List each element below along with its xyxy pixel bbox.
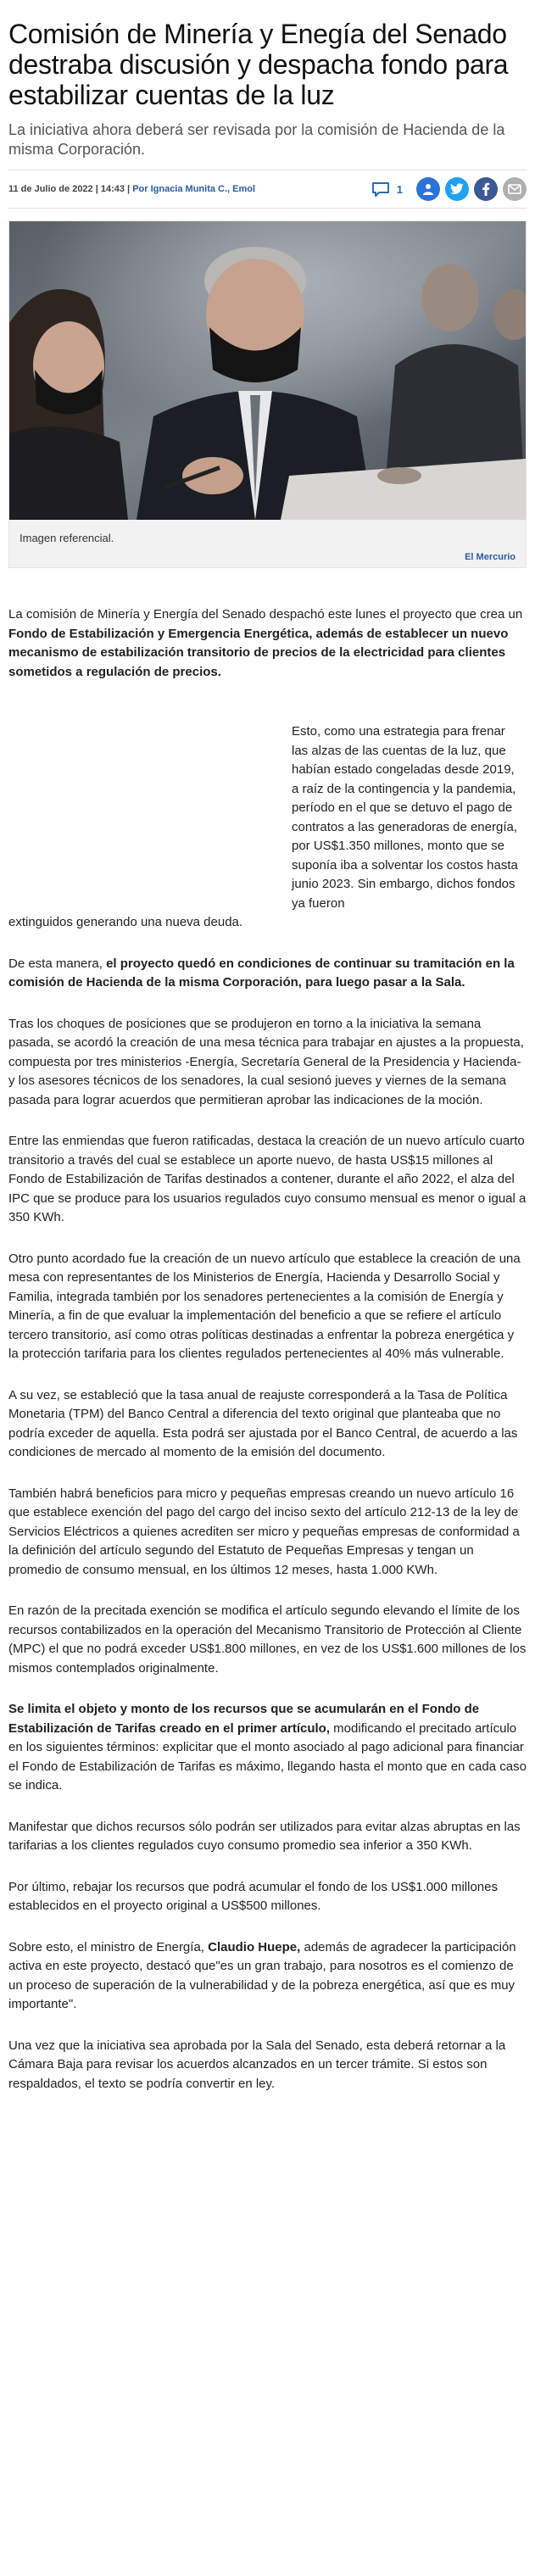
paragraph-bold-text: Se limita el objeto y monto de los recursos que se acumularán en el Fondo de Estabilización de Tarifas creado en el primer artículo, — [8, 1702, 480, 1736]
paragraph-1 — [8, 605, 527, 682]
byline — [8, 184, 255, 194]
paragraph-12: Por último, rebajar los recursos que podrá acumular el fondo de los US$1.000 millones establecidos en el proyecto original a US$500 millones. — [8, 1879, 498, 1913]
paragraph-bold-text: Fondo de Estabilización y Emergencia Energética, además de establecer un nuevo mecanismo de estabilización transitorio de precios de la electricidad para clientes sometidos a regulación de precios. — [8, 626, 509, 679]
paragraph-4: Tras los choques de posiciones que se produjeron en torno a la iniciativa la semana pasada, se acordó la creación de una mesa técnica para trabajar en ajustes a la propuesta, compuesta por tres ministerios -Energía, Secretaría General de la Presidencia y Hacienda- y los asesores técnicos de los senadores, la cual sesionó jueves y viernes de la semana pasada para lograr acuerdos que permitieran aprobar las indicaciones de la moción. — [8, 1016, 524, 1107]
paragraph-text: De esta manera, — [8, 956, 107, 971]
minister-name: Claudio Huepe, — [208, 1939, 301, 1954]
comment-icon[interactable] — [371, 181, 390, 197]
article-photo — [9, 221, 526, 520]
figure-credit: El Mercurio — [465, 552, 515, 562]
paragraph-10 — [8, 1700, 527, 1796]
paragraph-text: además de agradecer la participación activa en este proyecto, destacó que"es un gran trabajo, para nosotros es el comienzo de un proceso de superación de la vulnerabilidad y de la pobreza energética, así que es muy importante". — [8, 1939, 516, 2011]
paragraph-2-inset: Esto, como una estrategia para frenar las alzas de las cuentas de la luz, que habían estado congeladas desde 2019, a raíz de la contingencia y la pandemia, período en el que se detuvo el pago de contratos a las generadoras de energía, por US$1.350 millones, monto que se suponía iba a solventar los costos hasta junio 2023. Sin embargo, dichos fondos ya fueron — [292, 724, 518, 911]
person-icon[interactable] — [416, 177, 440, 201]
paragraph-6: Otro punto acordado fue la creación de un nuevo artículo que establece la creación de una mesa con representantes de los Ministerios de Energía, Hacienda y Desarrollo Social y Familia, integrada también por los senadores pertenecientes a la comisión de Energía y Minería, a fin de que evaluar la implementación del beneficio a que se refiere el artículo tercero transitorio, así como otras políticas destinadas a enfrentar la pobreza energética y la protección tarifaria para los clientes regulados pertenecientes al 40% más vulnerable. — [8, 1251, 521, 1361]
paragraph-5: Entre las enmiendas que fueron ratificadas, destaca la creación de un nuevo artículo cuarto transitorio a través del cual se establece un aporte nuevo, de hasta US$15 millones al Fondo de Estabilización de Tarifas destinados a contener, durante el año 2022, el alza del IPC que se produce para los usuarios regulados cuyo consumo mensual es menor o igual a 350 KWh. — [8, 1134, 527, 1224]
figure-caption-row — [9, 520, 526, 567]
article-page — [8, 0, 527, 2094]
paragraph-7: A su vez, se estableció que la tasa anual de reajuste corresponderá a la Tasa de Política Monetaria (TPM) del Banco Central a diferencia del texto original que planteaba que no podría exceder de aquella. Esta podrá ser ajustada por el Banco Central, de acuerdo a las condiciones de mercado al momento de la emisión del documento. — [8, 1387, 518, 1459]
facebook-icon[interactable] — [474, 177, 498, 201]
paragraph-bold-text: el proyecto quedó en condiciones de continuar su tramitación en la comisión de Hacienda de la misma Corporación, para luego pasar a la Sala. — [8, 956, 515, 990]
paragraph-14: Una vez que la iniciativa sea aprobada por la Sala del Senado, esta deberá retornar a la Cámara Baja para revisar los acuerdos alcanzados en un tercer trámite. Si estos son respaldados, el texto se podría convertir en ley. — [8, 2038, 506, 2091]
comment-count[interactable]: 1 — [396, 182, 403, 196]
paragraph-2-tail: extinguidos generando una nueva deuda. — [8, 915, 243, 929]
paragraph-text: modificando el precitado artículo en los siguientes términos: explicitar que el monto asociado al pago adicional para financiar el Fondo de Estabilización de Tarifas es máximo, llegando hasta el monto que en cada caso se indica. — [8, 1720, 527, 1793]
article-meta-bar — [8, 170, 527, 209]
article-figure — [8, 220, 527, 568]
article-subtitle: La iniciativa ahora deberá ser revisada por la comisión de Hacienda de la misma Corporación. — [8, 121, 505, 158]
paragraph-8: También habrá beneficios para micro y pequeñas empresas creando un nuevo artículo 16 que establece exención del pago del cargo del inciso sexto del artículo 212-13 de la ley de Servicios Eléctricos a quienes acrediten ser micro y pequeñas empresas de conformidad a la definición del artículo segundo del Estatuto de Pequeñas Empresas y tengan un promedio de consumo mensual, en los últimos 12 meses, hasta 1.000 KWh. — [8, 1486, 520, 1577]
paragraph-3 — [8, 955, 527, 993]
article-headline: Comisión de Minería y Enegía del Senado destraba discusión y despacha fondo para estabilizar cuentas de la luz — [8, 19, 509, 110]
email-icon[interactable] — [503, 177, 527, 201]
paragraph-text: La comisión de Minería y Energía del Senado despachó este lunes el proyecto que crea un — [8, 607, 523, 622]
twitter-icon[interactable] — [445, 177, 469, 201]
paragraph-13 — [8, 1938, 527, 2015]
share-bar — [371, 177, 527, 201]
figure-caption: Imagen referencial. — [20, 532, 114, 544]
paragraph-text: Sobre esto, el ministro de Energía, — [8, 1939, 209, 1954]
paragraph-9: En razón de la precitada exención se modifica el artículo segundo elevando el límite de los recursos contabilizados en la operación del Mecanismo Transitorio de Protección al Cliente (MPC) el que no podrá exceder US$1.800 millones, en vez de los US$1.600 millones de los mismos contemplados originalmente. — [8, 1603, 527, 1676]
article-body — [8, 605, 527, 2094]
paragraph-11: Manifestar que dichos recursos sólo podrán ser utilizados para evitar alzas abruptas en las tarifarias a los clientes regulados cuyo consumo promedio sea inferior a 350 KWh. — [8, 1819, 521, 1853]
publish-date: 11 de Julio de 2022 | 14:43 | — [8, 184, 133, 194]
author-link[interactable]: Por Ignacia Munita C., Emol — [132, 184, 256, 194]
